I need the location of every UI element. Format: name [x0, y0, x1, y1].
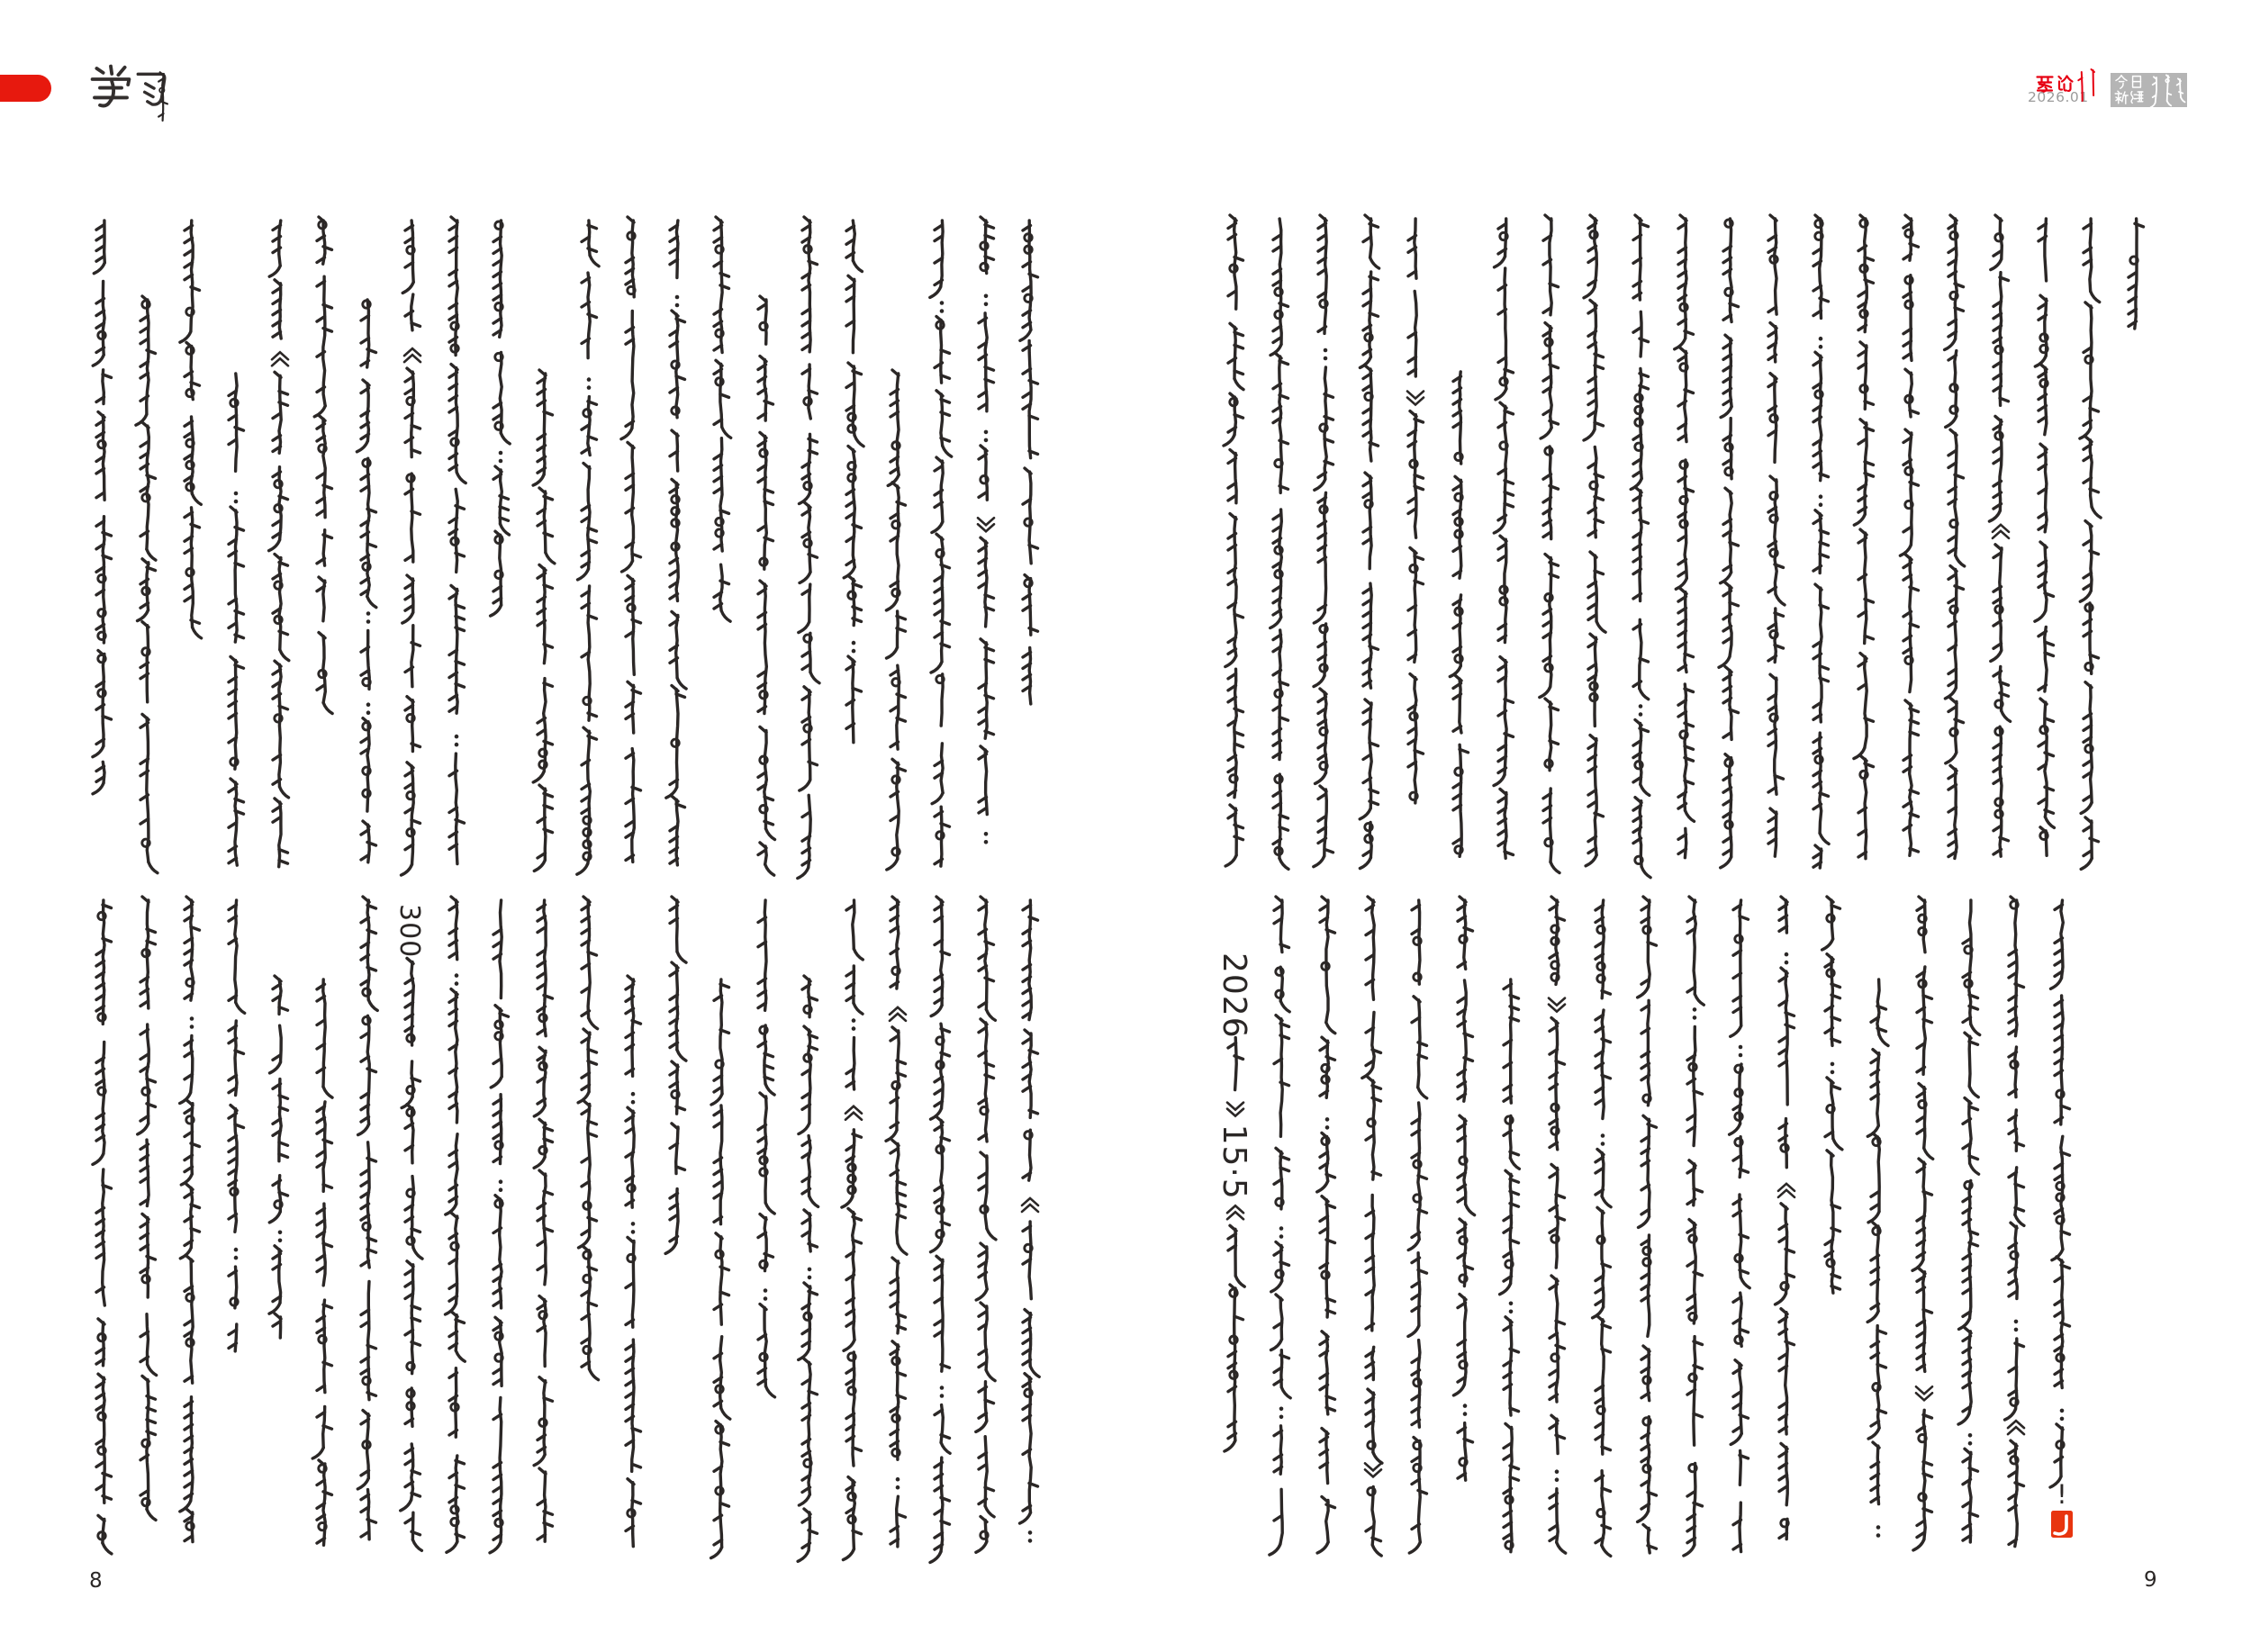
text-band-p9-bottom: [1216, 897, 2073, 1556]
text-band-p8-bottom: [93, 897, 1039, 1563]
cjk-glyph: [2131, 92, 2143, 104]
issue-date: 2026.01: [2028, 89, 2089, 105]
text-band-p8-top: [93, 217, 1038, 879]
embedded-year: 2026: [1216, 952, 1252, 1039]
red-margin-tab: [0, 75, 51, 102]
embedded-plan-ref: 15·5: [1216, 1124, 1252, 1200]
logo-script-section-mn-2: [2092, 69, 2095, 95]
text-band-p9-top: [1224, 215, 2144, 878]
masthead-logo-box: [2111, 73, 2187, 107]
article-end-stamp: [2051, 1511, 2075, 1539]
masthead-jinri-xinjiang: [2111, 73, 2187, 107]
ending-exclamation: !: [2057, 1479, 2067, 1510]
cjk-glyph: [2133, 77, 2141, 87]
brand-logo-xuexi: [86, 59, 203, 117]
cjk-glyph: [93, 67, 130, 106]
page-number-9: 9: [2144, 1568, 2157, 1592]
page-number-8: 8: [89, 1569, 103, 1593]
cjk-glyph: [138, 74, 165, 104]
cjk-glyph: [2115, 91, 2128, 104]
embedded-count: 300: [393, 904, 425, 959]
cjk-glyph: [2116, 76, 2127, 88]
